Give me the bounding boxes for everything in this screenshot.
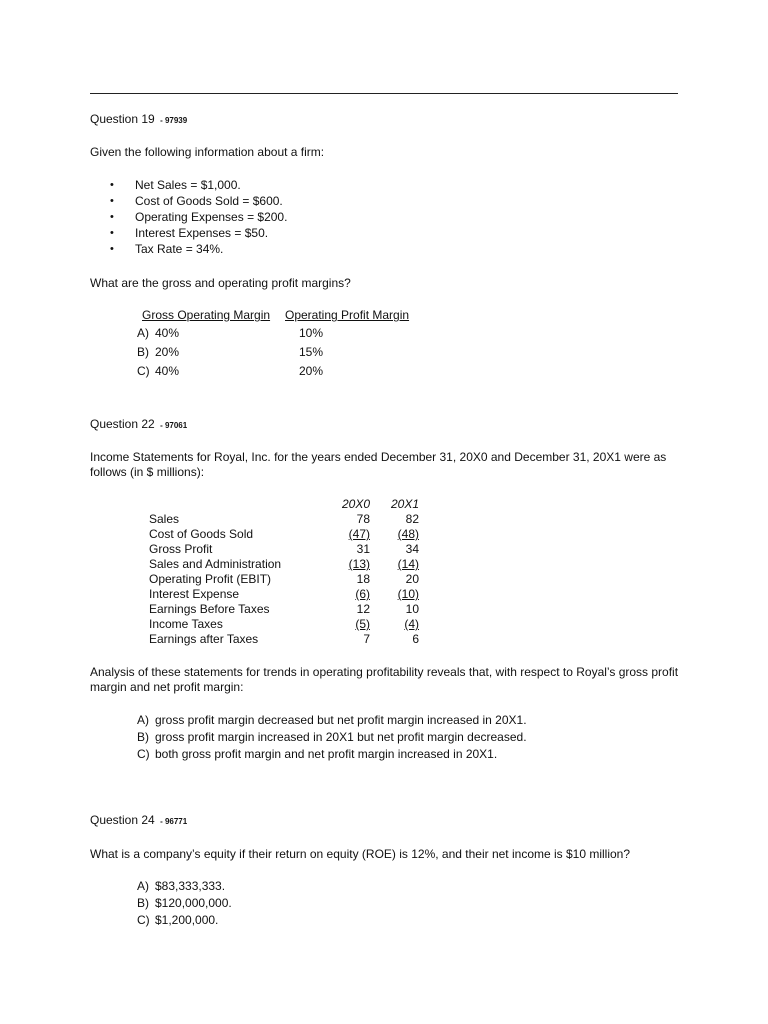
row-value-20x1: 34 — [405, 542, 419, 556]
answer-option-c[interactable] — [137, 747, 497, 762]
row-label: Earnings Before Taxes — [149, 602, 270, 616]
bullet-item: • Interest Expenses = $50. — [110, 225, 287, 241]
question-24-header — [90, 813, 187, 829]
option-operating: 15% — [299, 345, 324, 359]
answer-option-a[interactable] — [137, 713, 527, 728]
table-row — [149, 602, 419, 617]
option-gross: 40% — [155, 364, 180, 378]
row-value-20x1: 82 — [405, 512, 419, 526]
option-gross: 20% — [155, 345, 180, 359]
answer-option-b[interactable] — [137, 345, 179, 360]
row-value-20x0: (5) — [355, 617, 370, 631]
row-label: Operating Profit (EBIT) — [149, 572, 272, 586]
question-19-label: Question 19 — [90, 112, 155, 126]
row-value-20x0: 12 — [356, 602, 370, 616]
row-value-20x1: (48) — [397, 527, 419, 541]
table-row — [149, 557, 419, 572]
col-header-operating: Operating Profit Margin — [285, 308, 410, 322]
row-label: Interest Expense — [149, 587, 240, 601]
option-letter: C) — [137, 747, 150, 761]
option-gross: 40% — [155, 326, 180, 340]
row-value-20x1: 6 — [412, 632, 419, 646]
question-19-header — [90, 112, 187, 128]
answer-option-c[interactable] — [137, 913, 218, 928]
row-value-20x0: (47) — [348, 527, 370, 541]
option-operating: 10% — [299, 326, 324, 340]
option-letter: A) — [137, 326, 149, 340]
row-label: Income Taxes — [149, 617, 223, 631]
table-row — [149, 512, 419, 527]
row-label: Gross Profit — [149, 542, 213, 556]
row-value-20x1: 10 — [405, 602, 419, 616]
row-label: Earnings after Taxes — [149, 632, 259, 646]
question-19-id: - 97939 — [160, 116, 188, 125]
table-row — [149, 542, 419, 557]
row-label: Cost of Goods Sold — [149, 527, 254, 541]
year-header-20x1: 20X1 — [390, 497, 419, 511]
option-text: $1,200,000. — [155, 913, 219, 927]
question-19-bullets — [110, 177, 287, 257]
row-value-20x1: (4) — [404, 617, 419, 631]
question-22-prompt: Analysis of these statements for trends in operating profitability reveals that, with respect to Royal’s gross profit margin and net profit margin: — [90, 665, 679, 694]
bullet-item: • Tax Rate = 34%. — [110, 241, 287, 257]
option-text: $120,000,000. — [155, 896, 232, 910]
answer-option-a[interactable] — [137, 879, 225, 894]
income-table-header — [149, 497, 419, 512]
year-header-20x0: 20X0 — [341, 497, 370, 511]
option-letter: B) — [137, 730, 149, 744]
question-22-header — [90, 417, 187, 433]
row-value-20x0: 31 — [356, 542, 370, 556]
table-row — [149, 587, 419, 602]
row-value-20x0: 7 — [363, 632, 370, 646]
row-value-20x1: 20 — [405, 572, 419, 586]
row-value-20x0: 18 — [356, 572, 370, 586]
question-24-id: - 96771 — [160, 817, 188, 826]
answer-option-b[interactable] — [137, 730, 527, 745]
question-24-prompt: What is a company’s equity if their return on equity (ROE) is 12%, and their net income is $10 million? — [90, 847, 631, 861]
answer-option-c[interactable] — [137, 364, 179, 379]
answer-option-b[interactable] — [137, 896, 232, 911]
question-22-label: Question 22 — [90, 417, 155, 431]
bullet-item: • Operating Expenses = $200. — [110, 209, 287, 225]
answer-option-a[interactable] — [137, 326, 179, 341]
table-row — [149, 572, 419, 587]
table-row — [149, 632, 419, 647]
row-value-20x0: 78 — [356, 512, 370, 526]
option-letter: B) — [137, 345, 149, 359]
option-letter: A) — [137, 713, 149, 727]
row-label: Sales and Administration — [149, 557, 282, 571]
question-19-prompt: What are the gross and operating profit margins? — [90, 276, 351, 290]
option-text: both gross profit margin and net profit margin increased in 20X1. — [155, 747, 498, 761]
row-value-20x1: (10) — [397, 587, 419, 601]
option-text: gross profit margin decreased but net profit margin increased in 20X1. — [155, 713, 527, 727]
question-22-intro: Income Statements for Royal, Inc. for the years ended December 31, 20X0 and December 31, 20X1 were as follows (in $ millions): — [90, 450, 667, 479]
option-text: gross profit margin increased in 20X1 but net profit margin decreased. — [155, 730, 527, 744]
question-19-intro: Given the following information about a firm: — [90, 145, 325, 159]
table-row — [149, 527, 419, 542]
table-row — [149, 617, 419, 632]
row-value-20x0: (6) — [355, 587, 370, 601]
col-header-gross: Gross Operating Margin — [142, 308, 271, 322]
question-22-id: - 97061 — [160, 421, 188, 430]
bullet-item: • Net Sales = $1,000. — [110, 177, 287, 193]
row-value-20x1: (14) — [397, 557, 419, 571]
row-value-20x0: (13) — [348, 557, 370, 571]
option-operating: 20% — [299, 364, 324, 378]
question-24-label: Question 24 — [90, 813, 155, 827]
option-letter: A) — [137, 879, 149, 893]
option-letter: B) — [137, 896, 149, 910]
option-letter: C) — [137, 913, 150, 927]
top-divider — [90, 93, 678, 94]
row-label: Sales — [149, 512, 180, 526]
option-text: $83,333,333. — [155, 879, 226, 893]
bullet-item: • Cost of Goods Sold = $600. — [110, 193, 287, 209]
option-letter: C) — [137, 364, 150, 378]
